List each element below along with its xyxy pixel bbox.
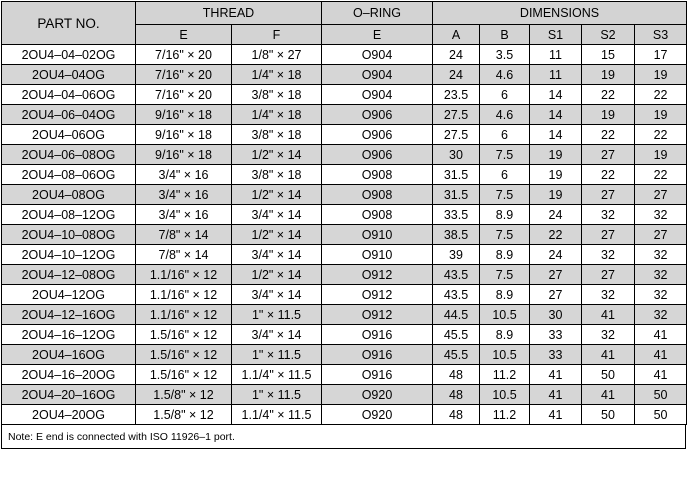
- dim-b-cell: 10.5: [480, 305, 530, 325]
- dim-s2-cell: 32: [582, 245, 635, 265]
- thread-f-cell: 3/4" × 14: [232, 245, 322, 265]
- thread-e-cell: 1.1/16" × 12: [136, 285, 232, 305]
- dim-s1-cell: 27: [530, 265, 582, 285]
- dim-s1-cell: 30: [530, 305, 582, 325]
- dim-s3-cell: 41: [635, 345, 687, 365]
- thread-e-cell: 3/4" × 16: [136, 165, 232, 185]
- dim-b-cell: 7.5: [480, 145, 530, 165]
- thread-e-cell: 7/16" × 20: [136, 85, 232, 105]
- dim-s3-cell: 41: [635, 365, 687, 385]
- table-row: [2, 45, 687, 65]
- thread-f-cell: 1.1/4" × 11.5: [232, 365, 322, 385]
- thread-f-cell: 3/4" × 14: [232, 285, 322, 305]
- part-no-cell: 2OU4–08–06OG: [2, 165, 136, 185]
- dim-b-cell: 7.5: [480, 185, 530, 205]
- dim-s2-cell: 50: [582, 405, 635, 425]
- dim-s3-cell: 41: [635, 325, 687, 345]
- dim-s2-cell: 19: [582, 65, 635, 85]
- thread-f-cell: 1" × 11.5: [232, 345, 322, 365]
- dim-s3-cell: 32: [635, 305, 687, 325]
- part-no-cell: 2OU4–16OG: [2, 345, 136, 365]
- part-no-cell: 2OU4–20–16OG: [2, 385, 136, 405]
- dim-a-cell: 33.5: [433, 205, 480, 225]
- oring-cell: O912: [322, 285, 433, 305]
- dim-s2-header: S2: [582, 25, 635, 45]
- thread-e-cell: 1.5/8" × 12: [136, 385, 232, 405]
- dim-b-cell: 6: [480, 85, 530, 105]
- part-no-cell: 2OU4–12–08OG: [2, 265, 136, 285]
- dim-a-cell: 24: [433, 65, 480, 85]
- part-no-cell: 2OU4–04–06OG: [2, 85, 136, 105]
- dim-a-header: A: [433, 25, 480, 45]
- oring-e-header: E: [322, 25, 433, 45]
- thread-f-header: F: [232, 25, 322, 45]
- dim-s1-cell: 22: [530, 225, 582, 245]
- dim-s1-cell: 11: [530, 65, 582, 85]
- dim-s2-cell: 22: [582, 125, 635, 145]
- dim-s2-cell: 32: [582, 325, 635, 345]
- thread-e-cell: 9/16" × 18: [136, 125, 232, 145]
- dim-s1-cell: 19: [530, 145, 582, 165]
- dim-s1-cell: 11: [530, 45, 582, 65]
- spec-sheet: [1, 1, 686, 495]
- dim-s1-cell: 14: [530, 125, 582, 145]
- thread-e-cell: 9/16" × 18: [136, 145, 232, 165]
- thread-e-cell: 1.5/8" × 12: [136, 405, 232, 425]
- dim-b-cell: 4.6: [480, 65, 530, 85]
- part-no-cell: 2OU4–16–20OG: [2, 365, 136, 385]
- table-body: [2, 45, 687, 425]
- table-row: [2, 285, 687, 305]
- dim-a-cell: 45.5: [433, 325, 480, 345]
- dim-s2-cell: 27: [582, 265, 635, 285]
- thread-e-cell: 3/4" × 16: [136, 205, 232, 225]
- oring-cell: O906: [322, 125, 433, 145]
- dim-a-cell: 27.5: [433, 105, 480, 125]
- dim-s1-cell: 19: [530, 165, 582, 185]
- table-header: [2, 2, 687, 45]
- dim-a-cell: 30: [433, 145, 480, 165]
- table-row: [2, 265, 687, 285]
- table-row: [2, 145, 687, 165]
- thread-f-cell: 1" × 11.5: [232, 305, 322, 325]
- dim-a-cell: 44.5: [433, 305, 480, 325]
- oring-cell: O916: [322, 325, 433, 345]
- part-no-cell: 2OU4–12OG: [2, 285, 136, 305]
- dim-s3-cell: 32: [635, 205, 687, 225]
- dim-b-cell: 10.5: [480, 345, 530, 365]
- dim-a-cell: 38.5: [433, 225, 480, 245]
- oring-cell: O912: [322, 265, 433, 285]
- dim-s3-cell: 19: [635, 65, 687, 85]
- part-no-cell: 2OU4–10–12OG: [2, 245, 136, 265]
- dim-b-cell: 10.5: [480, 385, 530, 405]
- dim-b-cell: 8.9: [480, 245, 530, 265]
- dim-s3-cell: 22: [635, 165, 687, 185]
- dim-s2-cell: 19: [582, 105, 635, 125]
- thread-f-cell: 1/4" × 18: [232, 65, 322, 85]
- dim-s3-cell: 27: [635, 185, 687, 205]
- oring-cell: O906: [322, 145, 433, 165]
- oring-cell: O920: [322, 385, 433, 405]
- dim-a-cell: 45.5: [433, 345, 480, 365]
- dim-a-cell: 27.5: [433, 125, 480, 145]
- dim-b-cell: 7.5: [480, 225, 530, 245]
- dim-s3-cell: 22: [635, 85, 687, 105]
- dim-s2-cell: 41: [582, 305, 635, 325]
- table-row: [2, 105, 687, 125]
- oring-cell: O908: [322, 205, 433, 225]
- dim-s1-header: S1: [530, 25, 582, 45]
- thread-e-cell: 3/4" × 16: [136, 185, 232, 205]
- thread-f-cell: 3/4" × 14: [232, 205, 322, 225]
- oring-cell: O908: [322, 165, 433, 185]
- oring-cell: O906: [322, 105, 433, 125]
- dim-s3-cell: 19: [635, 145, 687, 165]
- dim-b-cell: 11.2: [480, 405, 530, 425]
- thread-f-cell: 1.1/4" × 11.5: [232, 405, 322, 425]
- oring-cell: O916: [322, 365, 433, 385]
- table-row: [2, 225, 687, 245]
- oring-cell: O920: [322, 405, 433, 425]
- thread-header: THREAD: [136, 2, 322, 25]
- dim-s2-cell: 22: [582, 165, 635, 185]
- thread-e-cell: 7/16" × 20: [136, 65, 232, 85]
- dim-a-cell: 23.5: [433, 85, 480, 105]
- dim-s1-cell: 24: [530, 245, 582, 265]
- dim-s2-cell: 41: [582, 385, 635, 405]
- table-row: [2, 125, 687, 145]
- table-row: [2, 165, 687, 185]
- dim-s3-cell: 32: [635, 245, 687, 265]
- table-row: [2, 305, 687, 325]
- part-no-cell: 2OU4–04–02OG: [2, 45, 136, 65]
- dim-a-cell: 48: [433, 385, 480, 405]
- thread-e-cell: 1.1/16" × 12: [136, 305, 232, 325]
- thread-e-header: E: [136, 25, 232, 45]
- dim-s1-cell: 19: [530, 185, 582, 205]
- dim-b-cell: 3.5: [480, 45, 530, 65]
- thread-f-cell: 3/8" × 18: [232, 85, 322, 105]
- dim-a-cell: 39: [433, 245, 480, 265]
- part-no-cell: 2OU4–06–08OG: [2, 145, 136, 165]
- dim-b-cell: 6: [480, 165, 530, 185]
- dim-s3-cell: 22: [635, 125, 687, 145]
- table-row: [2, 365, 687, 385]
- dim-s2-cell: 27: [582, 185, 635, 205]
- dim-a-cell: 43.5: [433, 285, 480, 305]
- dim-b-header: B: [480, 25, 530, 45]
- thread-f-cell: 1" × 11.5: [232, 385, 322, 405]
- part-no-cell: 2OU4–12–16OG: [2, 305, 136, 325]
- thread-f-cell: 3/4" × 14: [232, 325, 322, 345]
- dim-a-cell: 43.5: [433, 265, 480, 285]
- thread-f-cell: 1/8" × 27: [232, 45, 322, 65]
- dim-a-cell: 48: [433, 365, 480, 385]
- dim-s2-cell: 22: [582, 85, 635, 105]
- part-no-cell: 2OU4–10–08OG: [2, 225, 136, 245]
- oring-cell: O904: [322, 85, 433, 105]
- part-no-cell: 2OU4–16–12OG: [2, 325, 136, 345]
- dimensions-header: DIMENSIONS: [433, 2, 687, 25]
- dim-s3-cell: 27: [635, 225, 687, 245]
- oring-cell: O916: [322, 345, 433, 365]
- header-row-top: [2, 2, 687, 25]
- dim-b-cell: 6: [480, 125, 530, 145]
- footnote: Note: E end is connected with ISO 11926–1 port.: [1, 425, 686, 449]
- table-row: [2, 205, 687, 225]
- dim-s3-cell: 50: [635, 405, 687, 425]
- table-row: [2, 345, 687, 365]
- dim-s3-cell: 17: [635, 45, 687, 65]
- dim-s1-cell: 33: [530, 325, 582, 345]
- dim-b-cell: 7.5: [480, 265, 530, 285]
- thread-e-cell: 1.5/16" × 12: [136, 345, 232, 365]
- table-row: [2, 405, 687, 425]
- dim-b-cell: 11.2: [480, 365, 530, 385]
- thread-f-cell: 1/2" × 14: [232, 145, 322, 165]
- dim-s1-cell: 41: [530, 385, 582, 405]
- dimensions-table: [1, 1, 687, 425]
- dim-s1-cell: 24: [530, 205, 582, 225]
- thread-f-cell: 3/8" × 18: [232, 165, 322, 185]
- dim-s1-cell: 41: [530, 365, 582, 385]
- dim-a-cell: 31.5: [433, 185, 480, 205]
- dim-a-cell: 24: [433, 45, 480, 65]
- dim-s3-cell: 32: [635, 265, 687, 285]
- part-no-cell: 2OU4–08–12OG: [2, 205, 136, 225]
- thread-f-cell: 1/4" × 18: [232, 105, 322, 125]
- thread-f-cell: 1/2" × 14: [232, 185, 322, 205]
- dim-s1-cell: 14: [530, 105, 582, 125]
- dim-s2-cell: 27: [582, 225, 635, 245]
- dim-s2-cell: 50: [582, 365, 635, 385]
- part-no-cell: 2OU4–08OG: [2, 185, 136, 205]
- dim-b-cell: 8.9: [480, 205, 530, 225]
- table-row: [2, 65, 687, 85]
- thread-e-cell: 7/8" × 14: [136, 225, 232, 245]
- dim-s1-cell: 27: [530, 285, 582, 305]
- dim-a-cell: 48: [433, 405, 480, 425]
- dim-s3-header: S3: [635, 25, 687, 45]
- oring-cell: O910: [322, 225, 433, 245]
- dim-s1-cell: 14: [530, 85, 582, 105]
- dim-s2-cell: 27: [582, 145, 635, 165]
- thread-e-cell: 7/8" × 14: [136, 245, 232, 265]
- dim-b-cell: 8.9: [480, 325, 530, 345]
- oring-header: O–RING: [322, 2, 433, 25]
- thread-e-cell: 1.5/16" × 12: [136, 325, 232, 345]
- dim-s3-cell: 32: [635, 285, 687, 305]
- dim-s2-cell: 15: [582, 45, 635, 65]
- dim-s2-cell: 32: [582, 285, 635, 305]
- thread-f-cell: 1/2" × 14: [232, 225, 322, 245]
- dim-s3-cell: 50: [635, 385, 687, 405]
- table-row: [2, 245, 687, 265]
- table-row: [2, 325, 687, 345]
- part-no-cell: 2OU4–06–04OG: [2, 105, 136, 125]
- part-no-cell: 2OU4–06OG: [2, 125, 136, 145]
- oring-cell: O908: [322, 185, 433, 205]
- thread-e-cell: 9/16" × 18: [136, 105, 232, 125]
- dim-s3-cell: 19: [635, 105, 687, 125]
- oring-cell: O910: [322, 245, 433, 265]
- dim-s2-cell: 41: [582, 345, 635, 365]
- part-no-cell: 2OU4–20OG: [2, 405, 136, 425]
- thread-e-cell: 1.5/16" × 12: [136, 365, 232, 385]
- table-row: [2, 85, 687, 105]
- oring-cell: O912: [322, 305, 433, 325]
- thread-e-cell: 1.1/16" × 12: [136, 265, 232, 285]
- thread-e-cell: 7/16" × 20: [136, 45, 232, 65]
- dim-b-cell: 4.6: [480, 105, 530, 125]
- thread-f-cell: 1/2" × 14: [232, 265, 322, 285]
- thread-f-cell: 3/8" × 18: [232, 125, 322, 145]
- oring-cell: O904: [322, 45, 433, 65]
- dim-s1-cell: 41: [530, 405, 582, 425]
- oring-cell: O904: [322, 65, 433, 85]
- table-row: [2, 385, 687, 405]
- dim-s2-cell: 32: [582, 205, 635, 225]
- dim-s1-cell: 33: [530, 345, 582, 365]
- table-row: [2, 185, 687, 205]
- part-no-header: PART NO.: [2, 2, 136, 45]
- dim-b-cell: 8.9: [480, 285, 530, 305]
- part-no-cell: 2OU4–04OG: [2, 65, 136, 85]
- dim-a-cell: 31.5: [433, 165, 480, 185]
